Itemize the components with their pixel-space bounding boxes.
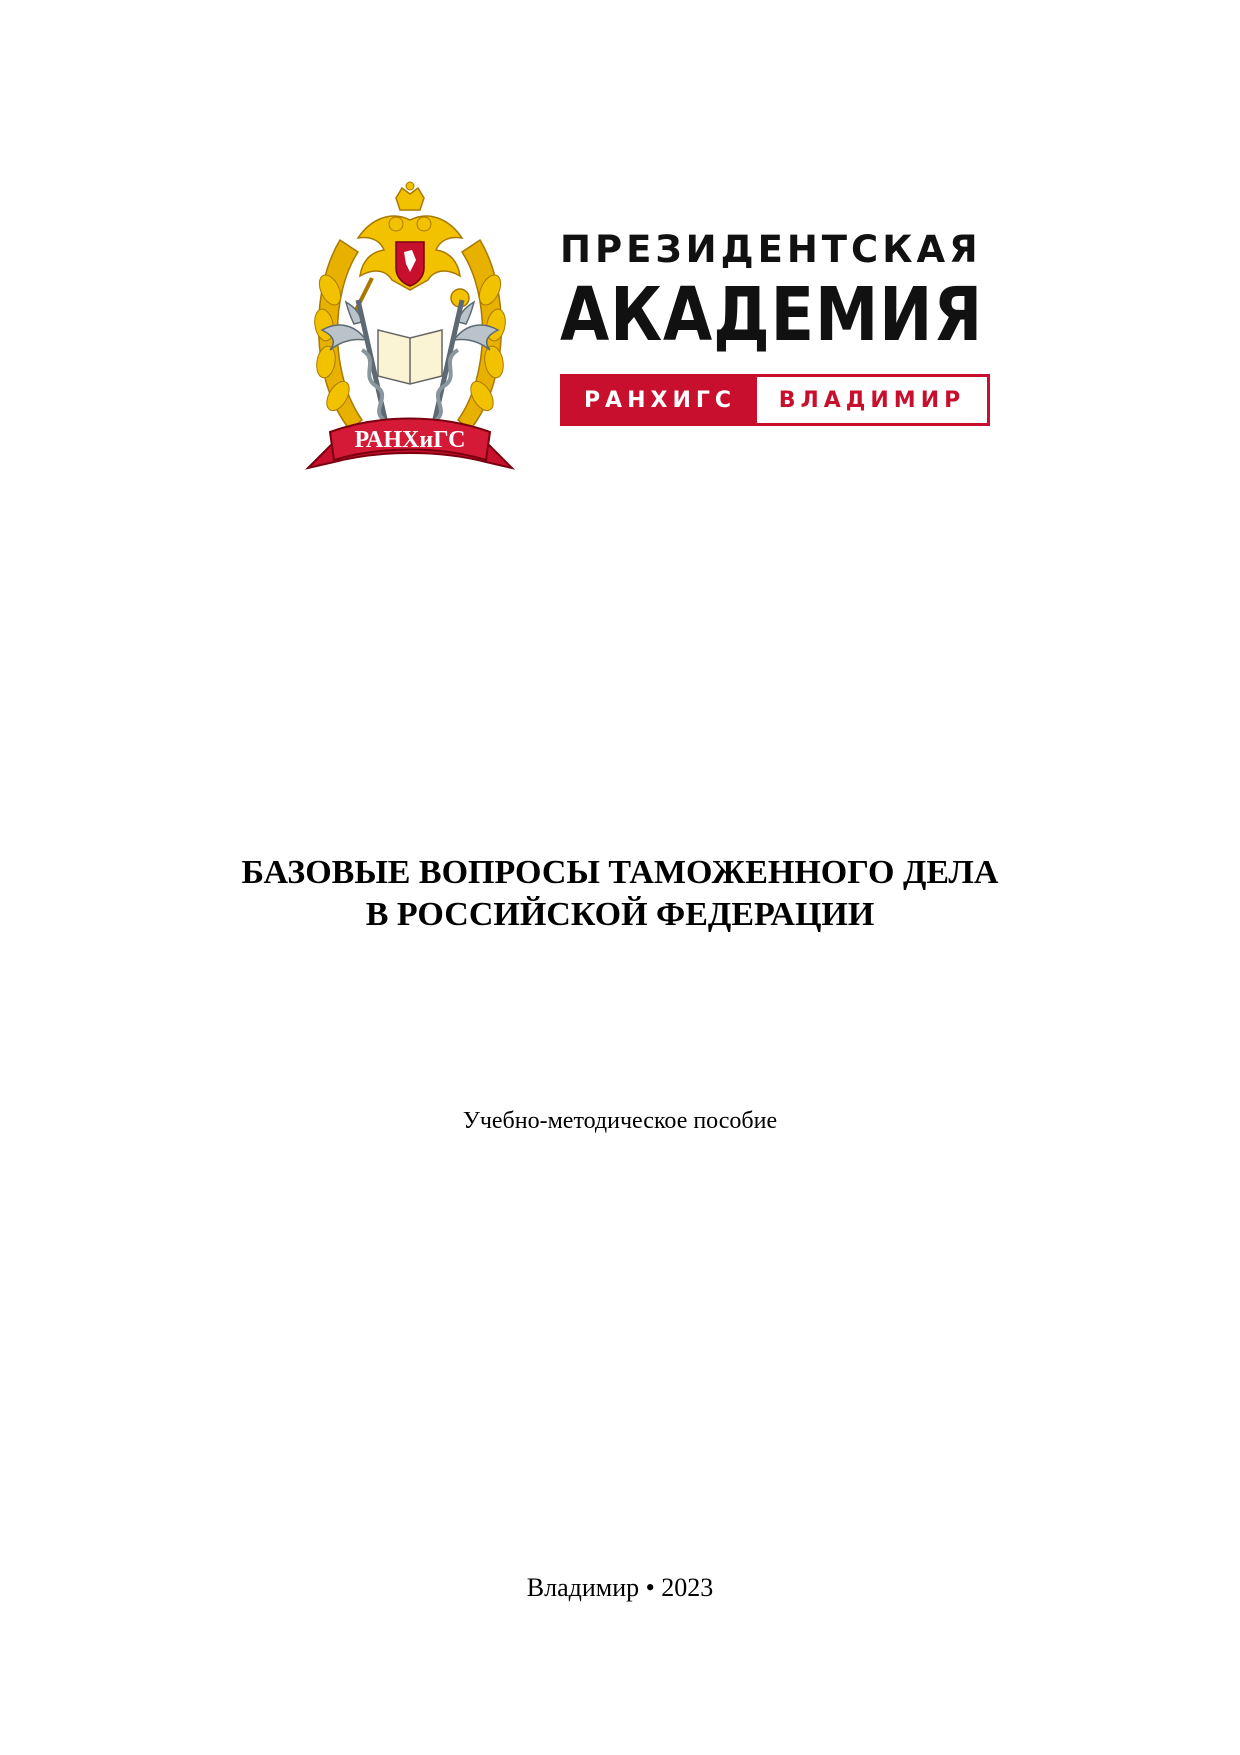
badge-city: ВЛАДИМИР: [778, 387, 966, 413]
wordmark-badge: [560, 374, 990, 426]
wordmark-line2: АКАДЕМИЯ: [560, 272, 984, 358]
ranepa-coat-of-arms-icon: [300, 180, 520, 490]
emblem-ribbon-text: РАНХиГС: [354, 427, 466, 453]
document-footer: Владимир • 2023: [526, 1573, 714, 1602]
title-line2: В РОССИЙСКОЙ ФЕДЕРАЦИИ: [365, 896, 875, 933]
document-title: [0, 852, 1240, 936]
wordmark-line1: ПРЕЗИДЕНТСКАЯ: [560, 228, 982, 271]
academy-wordmark: [560, 228, 990, 426]
title-line1: БАЗОВЫЕ ВОПРОСЫ ТАМОЖЕННОГО ДЕЛА: [241, 854, 999, 891]
badge-ranepa: РАНХИГС: [563, 377, 757, 423]
document-subtitle: Учебно-методическое пособие: [462, 1108, 778, 1134]
